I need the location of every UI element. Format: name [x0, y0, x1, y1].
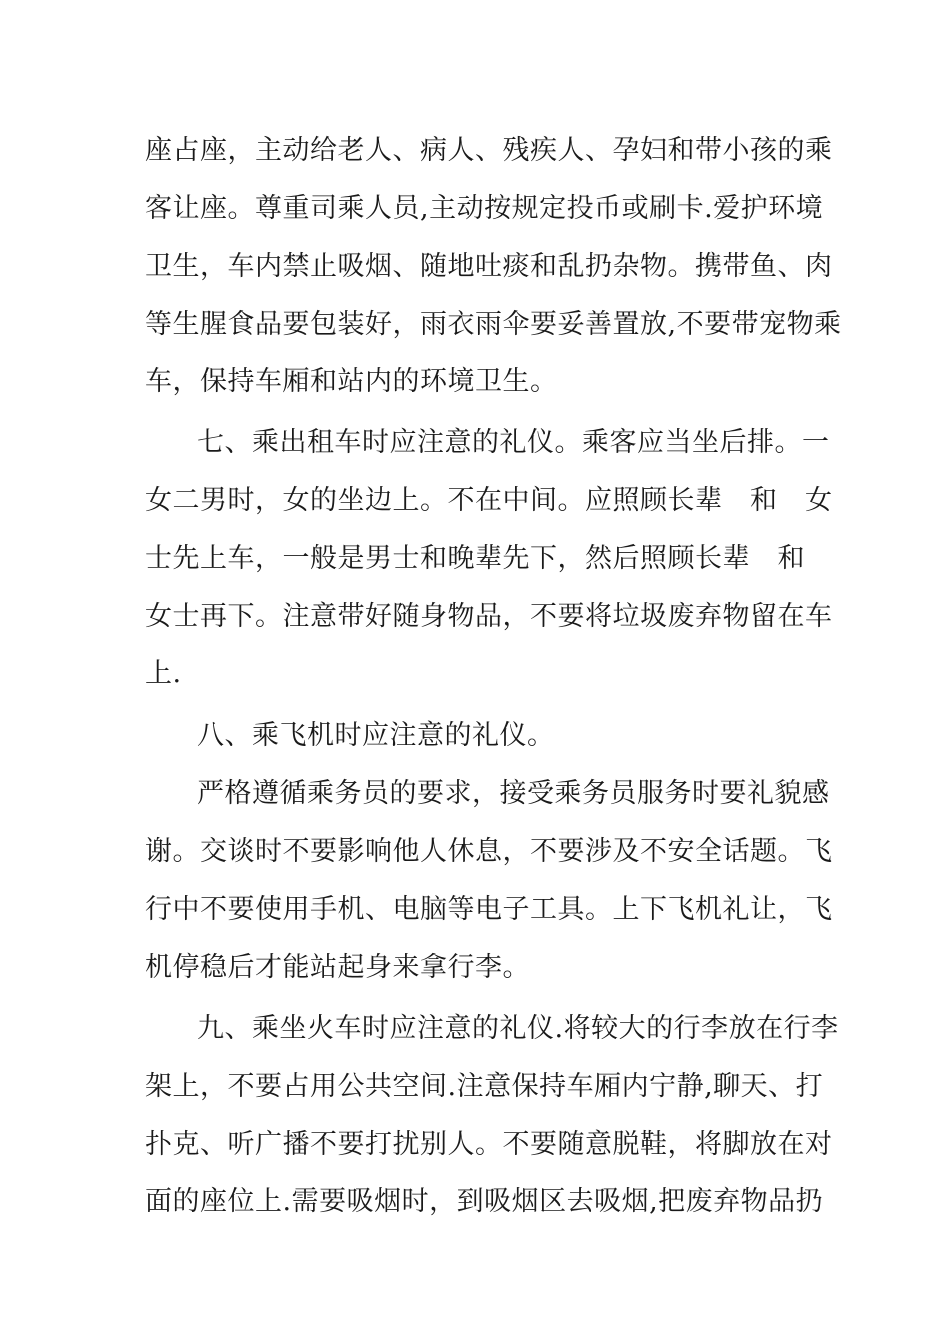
text-line-9: 女士再下。注意带好随身物品，不要将垃圾废弃物留在车 [145, 601, 833, 632]
text-line-15: 机停稳后才能站起身来拿行李。 [145, 952, 530, 983]
text-line-14: 行中不要使用手机、电脑等电子工具。上下飞机礼让，飞 [145, 894, 833, 925]
text-line-4: 等生腥食品要包装好，雨衣雨伞要妥善置放,不要带宠物乘 [145, 309, 842, 340]
text-line-3: 卫生，车内禁止吸烟、随地吐痰和乱扔杂物。携带鱼、肉 [145, 251, 833, 282]
text-line-16: 九、乘坐火车时应注意的礼仪.将较大的行李放在行李 [197, 1013, 839, 1044]
text-line-10: 上. [145, 658, 182, 689]
text-line-11: 八、乘飞机时应注意的礼仪。 [197, 720, 555, 751]
text-line-7: 女二男时，女的坐边上。不在中间。应照顾长辈 和 女 [145, 485, 833, 516]
text-line-12: 严格遵循乘务员的要求，接受乘务员服务时要礼貌感 [197, 778, 830, 809]
text-line-6: 七、乘出租车时应注意的礼仪。乘客应当坐后排。一 [197, 427, 830, 458]
text-line-2: 客让座。尊重司乘人员,主动按规定投币或刷卡.爱护环境 [145, 193, 824, 224]
text-line-8: 士先上车，一般是男士和晚辈先下，然后照顾长辈 和 [145, 543, 805, 574]
text-line-18: 扑克、听广播不要打扰别人。不要随意脱鞋，将脚放在对 [145, 1129, 833, 1160]
text-line-5: 车，保持车厢和站内的环境卫生。 [145, 366, 558, 397]
text-line-13: 谢。交谈时不要影响他人休息，不要涉及不安全话题。飞 [145, 836, 833, 867]
text-line-19: 面的座位上.需要吸烟时，到吸烟区去吸烟,把废弃物品扔 [145, 1186, 824, 1217]
text-line-17: 架上，不要占用公共空间.注意保持车厢内宁静,聊天、打 [145, 1071, 824, 1102]
text-line-1: 座占座，主动给老人、病人、残疾人、孕妇和带小孩的乘 [145, 135, 833, 166]
